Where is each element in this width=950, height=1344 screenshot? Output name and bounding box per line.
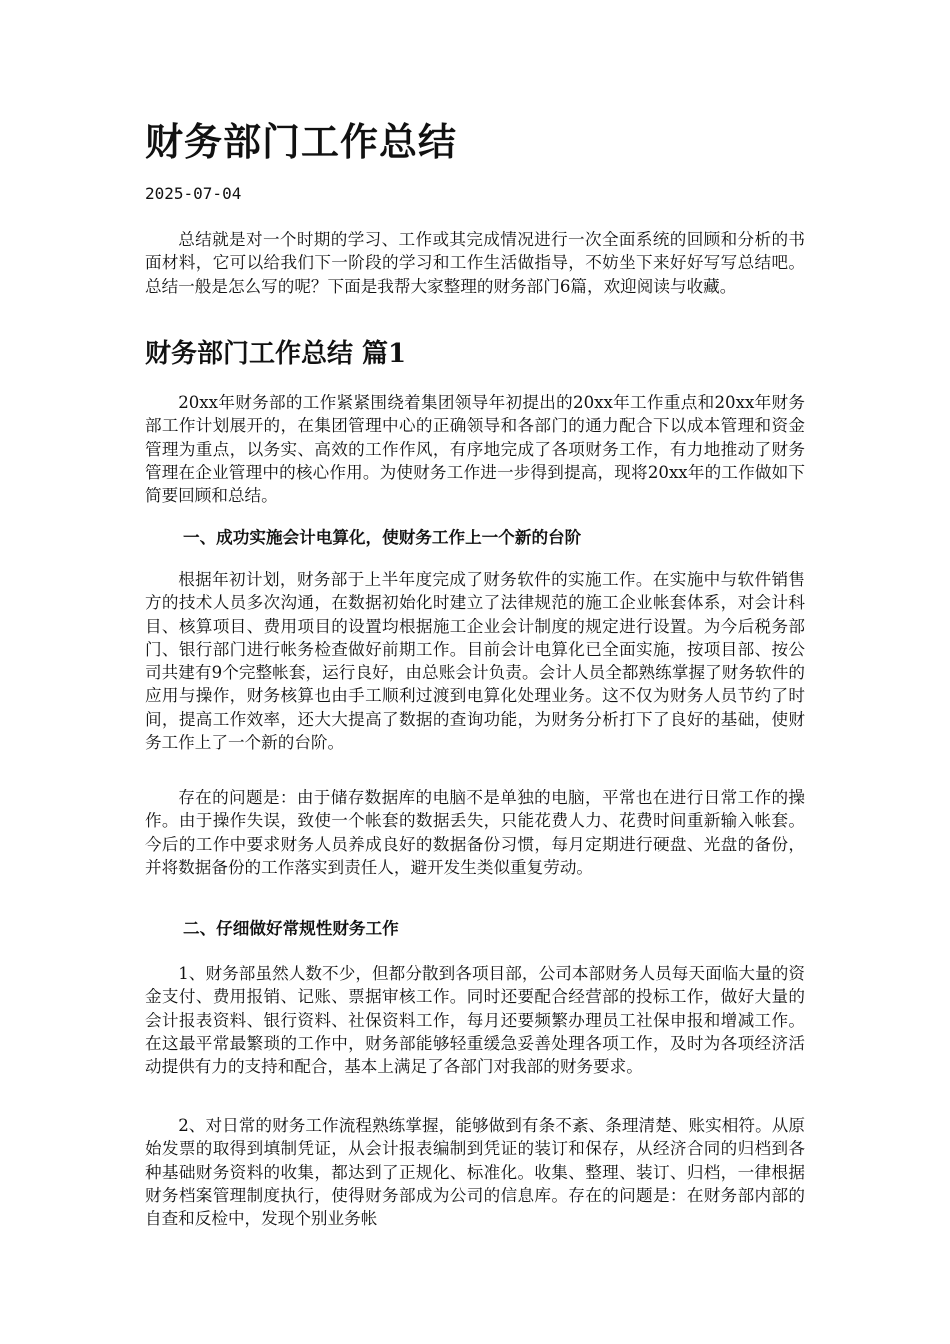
- body-paragraph: 2、对日常的财务工作流程熟练掌握，能够做到有条不紊、条理清楚、账实相符。从原始发票的取得到填制凭证，从会计报表编制到凭证的装订和保存，从经济合同的归档到各种基础财务资料的收集，都达到了正规化、标准化。收集、整理、装订、归档，一律根据财务档案管理制度执行，使得财务部成为公司的信息库。存在的问题是：在财务部内部的自查和反检中，发现个别业务帐: [145, 1116, 805, 1229]
- body-paragraph: 存在的问题是：由于储存数据库的电脑不是单独的电脑，平常也在进行日常工作的操作。由于操作失误，致使一个帐套的数据丢失，只能花费人力、花费时间重新输入帐套。今后的工作中要求财务人员养成良好的数据备份习惯，每月定期进行硬盘、光盘的备份，并将数据备份的工作落实到责任人，避开发生类似重复劳动。: [145, 788, 805, 877]
- section-heading: 财务部门工作总结 篇1: [145, 339, 407, 369]
- subsection-heading: 二、仔细做好常规性财务工作: [183, 918, 399, 938]
- body-paragraph: 1、财务部虽然人数不少，但都分散到各项目部，公司本部财务人员每天面临大量的资金支付、费用报销、记账、票据审核工作。同时还要配合经营部的投标工作，做好大量的会计报表资料、银行资料、社保资料工作，每月还要频繁办理员工社保申报和增减工作。在这最平常最繁琐的工作中，财务部能够轻重缓急妥善处理各项工作，及时为各项经济活动提供有力的支持和配合，基本上满足了各部门对我部的财务要求。: [145, 964, 805, 1077]
- document-title: 财务部门工作总结: [145, 119, 458, 164]
- subsection-heading: 一、成功实施会计电算化，使财务工作上一个新的台阶: [183, 527, 582, 547]
- body-paragraph: 根据年初计划，财务部于上半年度完成了财务软件的实施工作。在实施中与软件销售方的技术人员多次沟通，在数据初始化时建立了法律规范的施工企业帐套体系，对会计科目、核算项目、费用项目的设置均根据施工企业会计制度的规定进行设置。为今后税务部门、银行部门进行帐务检查做好前期工作。目前会计电算化已全面实施，按项目部、按公司共建有9个完整帐套，运行良好，由总账会计负责。会计人员全都熟练掌握了财务软件的应用与操作，财务核算也由手工顺利过渡到电算化处理业务。这不仅为财务人员节约了时间，提高工作效率，还大大提高了数据的查询功能，为财务分析打下了良好的基础，使财务工作上了一个新的台阶。: [145, 570, 805, 753]
- body-paragraph: 20xx年财务部的工作紧紧围绕着集团领导年初提出的20xx年工作重点和20xx年财务部工作计划展开的，在集团管理中心的正确领导和各部门的通力配合下以成本管理和资金管理为重点，以务实、高效的工作作风，有序地完成了各项财务工作，有力地推动了财务管理在企业管理中的核心作用。为使财务工作进一步得到提高，现将20xx年的工作做如下简要回顾和总结。: [145, 393, 805, 506]
- document-date: 2025-07-04: [145, 184, 242, 203]
- intro-paragraph: 总结就是对一个时期的学习、工作或其完成情况进行一次全面系统的回顾和分析的书面材料，它可以给我们下一阶段的学习和工作生活做指导，不妨坐下来好好写写总结吧。总结一般是怎么写的呢？下面是我帮大家整理的财务部门6篇，欢迎阅读与收藏。: [145, 230, 805, 296]
